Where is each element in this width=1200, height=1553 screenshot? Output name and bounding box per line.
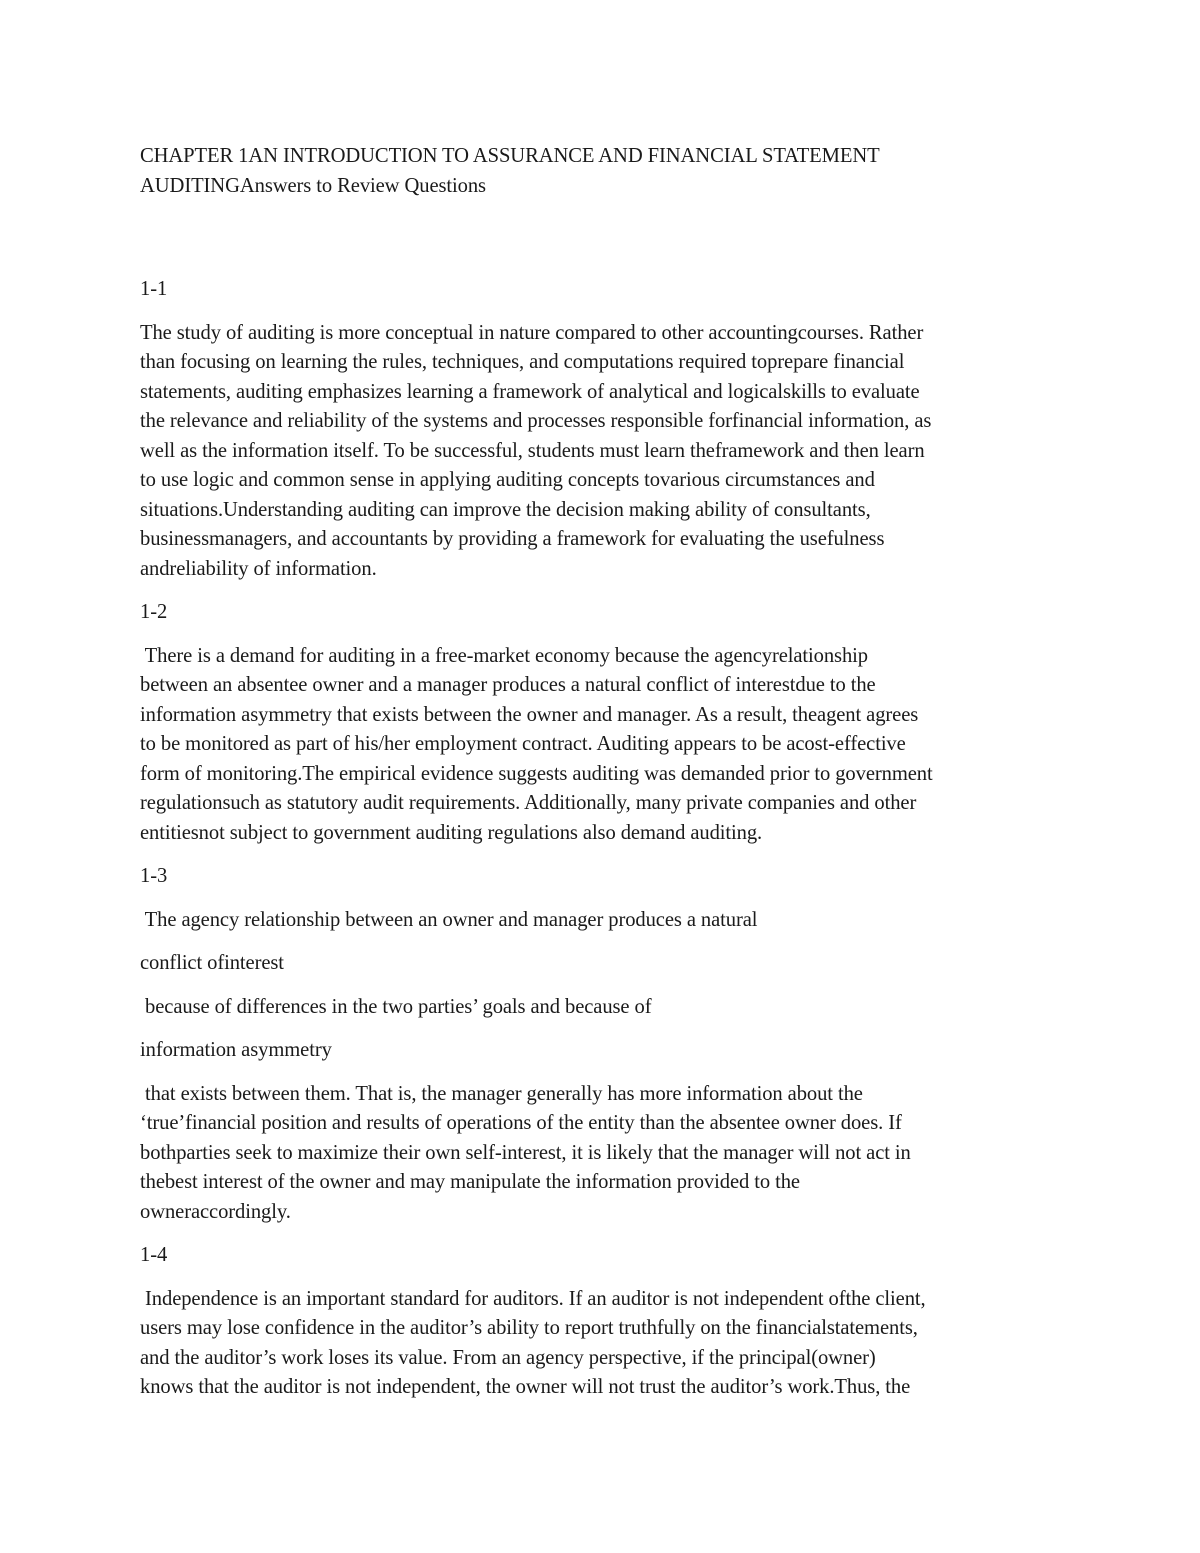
text-line: businessmanagers, and accountants by providing a framework for evaluating the usefulness — [140, 528, 885, 550]
text-line: form of monitoring.The empirical evidence suggests auditing was demanded prior to government — [140, 762, 933, 785]
text-line: The study of auditing is more conceptual in nature compared to other accountingcourses. Rather — [140, 321, 924, 344]
text-line: the relevance and reliability of the systems and processes responsible forfinancial information, as — [140, 410, 932, 432]
answer-paragraph — [140, 1080, 1070, 1228]
text-line: between an absentee owner and a manager produces a natural conflict of interestdue to the — [140, 674, 876, 696]
answer-paragraph — [140, 906, 1070, 936]
answer-paragraph — [140, 1036, 1070, 1066]
document-title — [140, 142, 1070, 201]
section-1-4 — [140, 1241, 1070, 1403]
text-line: ‘true’financial position and results of operations of the entity than the absentee owner does. If — [140, 1112, 902, 1134]
text-line: information asymmetry that exists between the owner and manager. As a result, theagent agrees — [140, 703, 919, 726]
answer-paragraph — [140, 993, 1070, 1023]
text-line: users may lose confidence in the auditor’s ability to report truthfully on the financialstatements, — [140, 1317, 918, 1339]
text-line: to be monitored as part of his/her employment contract. Auditing appears to be acost-effective — [140, 733, 906, 755]
answer-paragraph — [140, 642, 1070, 849]
text-line: regulationsuch as statutory audit requirements. Additionally, many private companies and other — [140, 792, 917, 814]
text-line: thebest interest of the owner and may manipulate the information provided to the — [140, 1171, 800, 1193]
text-line: andreliability of information. — [140, 557, 377, 580]
text-line: entitiesnot subject to government auditing regulations also demand auditing. — [140, 821, 763, 844]
title-line: AUDITINGAnswers to Review Questions — [140, 174, 486, 197]
answer-paragraph — [140, 1285, 1070, 1403]
question-number: 1-1 — [140, 278, 168, 300]
section-1-2 — [140, 598, 1070, 848]
text-line: information asymmetry — [140, 1039, 332, 1061]
text-line: situations.Understanding auditing can improve the decision making ability of consultants, — [140, 498, 871, 521]
text-line: because of differences in the two parties’ goals and because of — [140, 995, 652, 1018]
text-line: to use logic and common sense in applying auditing concepts tovarious circumstances and — [140, 469, 875, 491]
section-1-1 — [140, 275, 1070, 584]
section-1-3 — [140, 862, 1070, 1227]
title-line: CHAPTER 1AN INTRODUCTION TO ASSURANCE AND FINANCIAL STATEMENT — [140, 145, 880, 167]
text-line: and the auditor’s work loses its value. From an agency perspective, if the principal(owner) — [140, 1346, 876, 1369]
answer-paragraph — [140, 949, 1070, 979]
text-line: bothparties seek to maximize their own self-interest, it is likely that the manager will not act in — [140, 1141, 911, 1164]
text-line: conflict ofinterest — [140, 952, 284, 974]
text-line: There is a demand for auditing in a free-market economy because the agencyrelationship — [140, 644, 868, 667]
question-number: 1-4 — [140, 1244, 168, 1266]
text-line: owneraccordingly. — [140, 1200, 291, 1223]
text-line: than focusing on learning the rules, techniques, and computations required toprepare financial — [140, 351, 905, 373]
document-page — [140, 142, 1070, 1417]
text-line: that exists between them. That is, the manager generally has more information about the — [140, 1082, 863, 1105]
answer-paragraph — [140, 319, 1070, 585]
question-number: 1-2 — [140, 601, 168, 623]
text-line: knows that the auditor is not independent, the owner will not trust the auditor’s work.Thus, the — [140, 1376, 911, 1398]
text-line: statements, auditing emphasizes learning a framework of analytical and logicalskills to evaluate — [140, 380, 920, 403]
text-line: Independence is an important standard for auditors. If an auditor is not independent ofthe client, — [140, 1287, 926, 1310]
question-number: 1-3 — [140, 865, 168, 887]
text-line: well as the information itself. To be successful, students must learn theframework and then learn — [140, 439, 925, 462]
text-line: The agency relationship between an owner and manager produces a natural — [140, 908, 758, 931]
